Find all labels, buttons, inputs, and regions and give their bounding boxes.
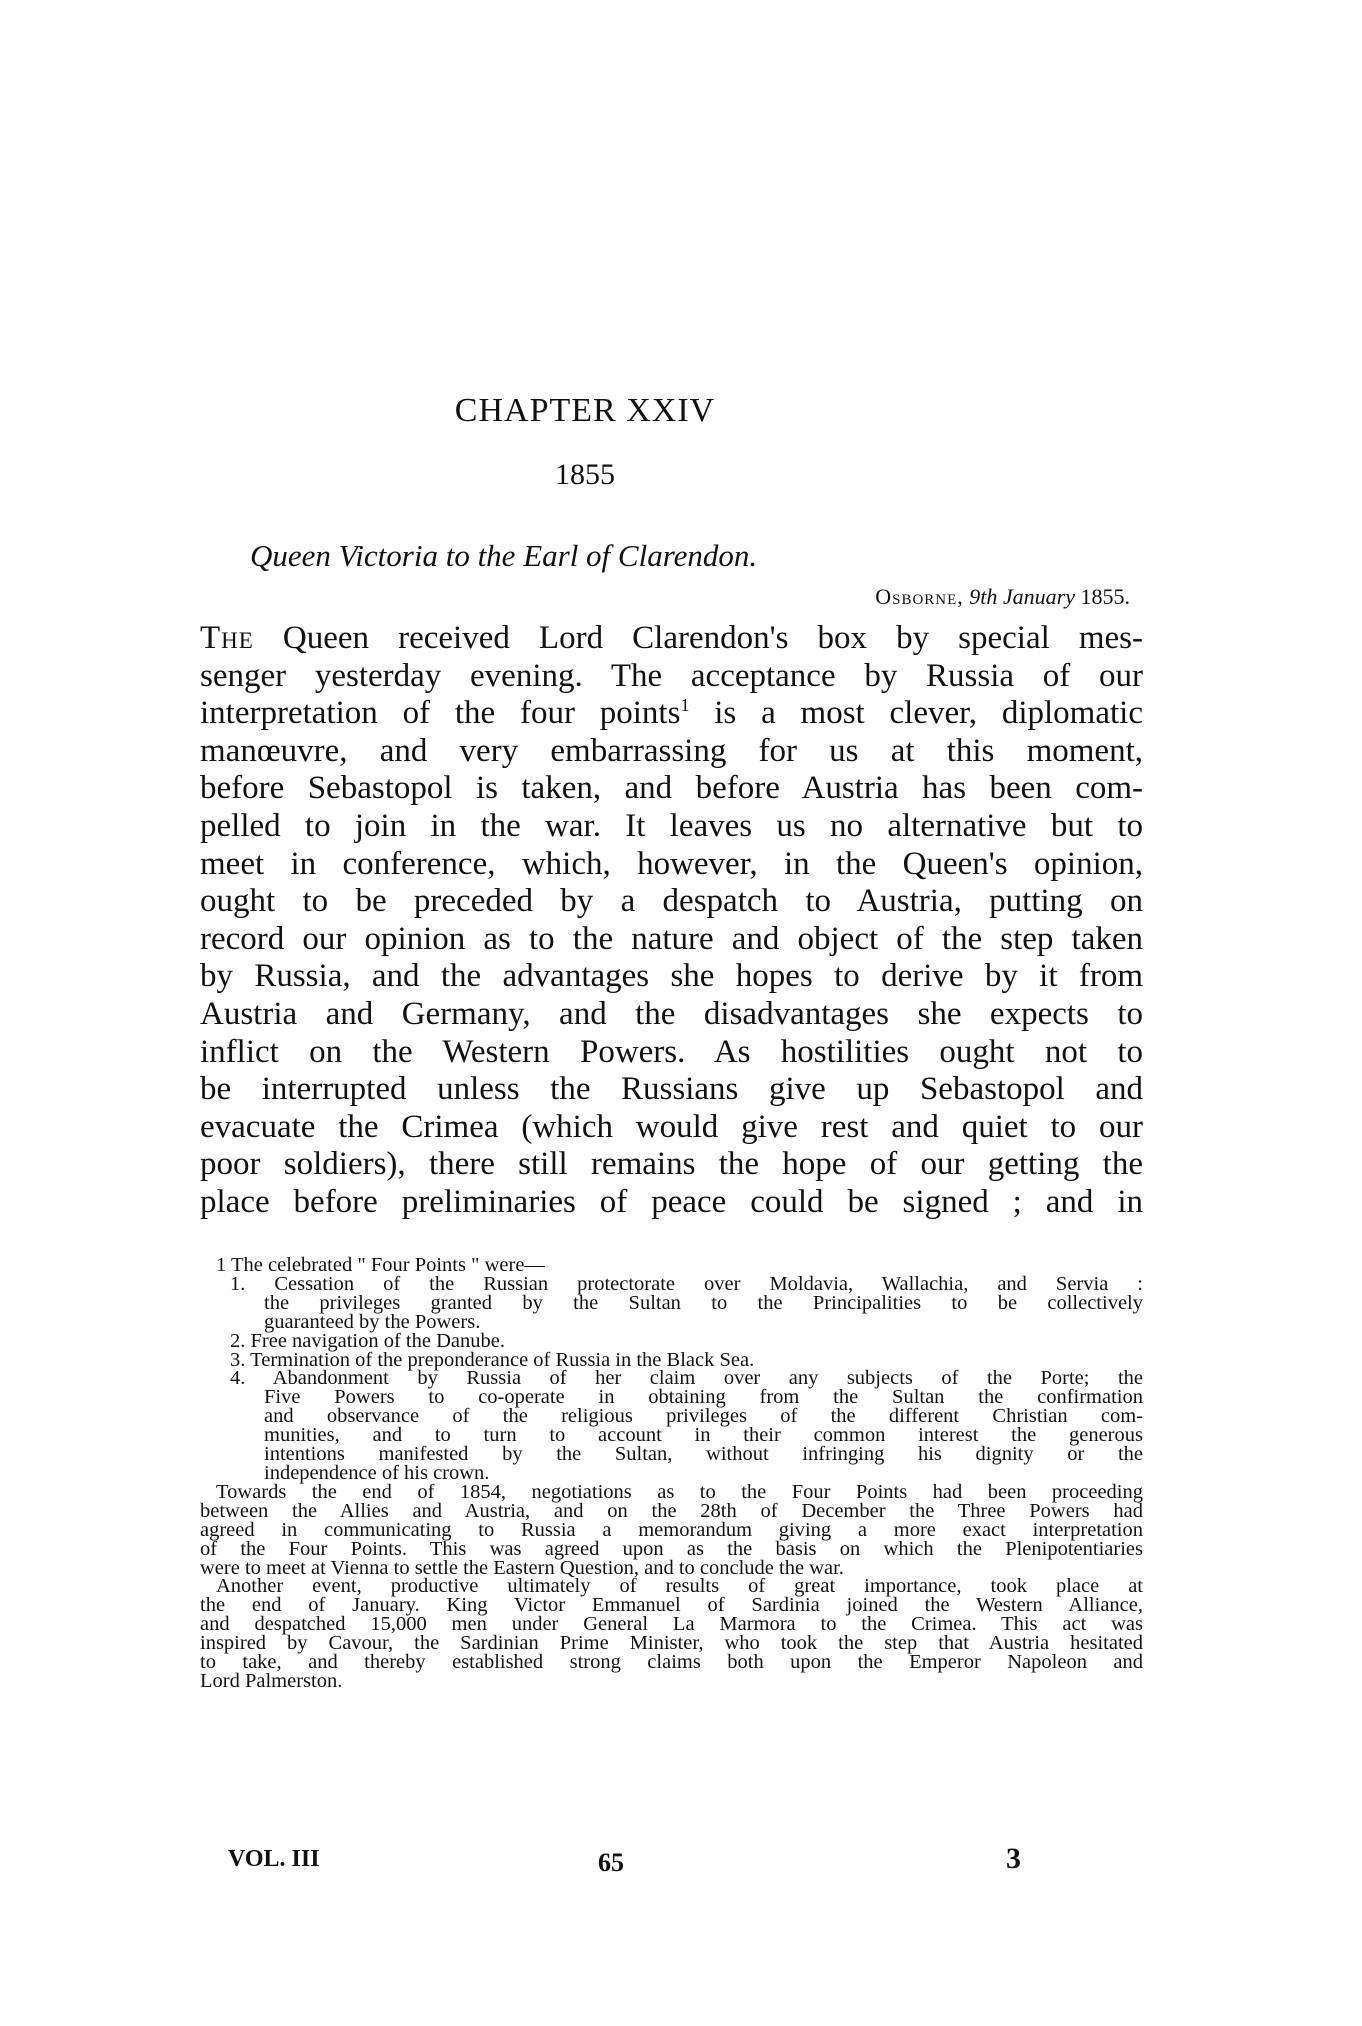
footnote-line: intentions manifested by the Sultan, without infringing his dignity or the — [264, 1443, 1143, 1466]
footnote-line: Lord Palmerston. — [200, 1669, 343, 1692]
footnote-line: independence of his crown. — [264, 1461, 490, 1484]
body-line: evacuate the Crimea (which would give rest and quiet to our — [200, 1108, 1143, 1145]
body-line: The Queen received Lord Clarendon's box by special mes- — [200, 620, 1143, 656]
footnote-line: 1 The celebrated " Four Points " were— — [216, 1254, 545, 1276]
signature-mark: 3 — [1006, 1842, 1021, 1875]
body-line: by Russia, and the advantages she hopes to derive by it from — [200, 958, 1143, 995]
footnote-line: to take, and thereby established strong claims both upon the Emperor Napoleon and — [200, 1651, 1143, 1674]
dateline-date: 9th January — [969, 584, 1075, 609]
chapter-heading: CHAPTER XXIV — [454, 392, 716, 429]
footnote-line: were to meet at Vienna to settle the Eastern Question, and to conclude the war. — [200, 1556, 844, 1579]
body-line: manœuvre, and very embarrassing for us at this moment, — [200, 732, 1143, 769]
footnote-line: inspired by Cavour, the Sardinian Prime Minister, who took the step that Austria hesitated — [200, 1632, 1143, 1655]
body-line: place before preliminaries of peace could be signed ; and in — [200, 1183, 1143, 1220]
footnote-line: and observance of the religious privileges of the different Christian com- — [264, 1405, 1143, 1428]
letter-title: Queen Victoria to the Earl of Clarendon. — [250, 538, 758, 573]
body-line: poor soldiers), there still remains the hope of our getting the — [200, 1146, 1143, 1183]
footnote-line: 3. Termination of the preponderance of Russia in the Black Sea. — [230, 1348, 755, 1371]
volume-label: VOL. III — [228, 1846, 320, 1872]
body-line: inflict on the Western Powers. As hostilities ought not to — [200, 1033, 1143, 1070]
footnote-line: Towards the end of 1854, negotiations as to the Four Points had been proceeding — [216, 1480, 1143, 1503]
body-line: ought to be preceded by a despatch to Austria, putting on — [200, 883, 1143, 920]
body-line: senger yesterday evening. The acceptance by Russia of our — [200, 657, 1143, 694]
footnote-line: Five Powers to co-operate in obtaining from the Sultan the confirmation — [264, 1386, 1143, 1409]
footnote — [200, 1256, 1143, 1691]
footnote-line: the privileges granted by the Sultan to the Principalities to be collectively — [264, 1291, 1143, 1314]
footnote-line: 4. Abandonment by Russia of her claim over any subjects of the Porte; the — [230, 1367, 1143, 1390]
footnote-line: Another event, productive ultimately of results of great importance, took place at — [216, 1575, 1143, 1598]
dateline-year: 1855. — [1080, 584, 1130, 609]
page-number: 65 — [598, 1848, 624, 1877]
body-line: interpretation of the four points$^1$ is a most clever, diplomatic — [200, 695, 1143, 732]
body-line: pelled to join in the war. It leaves us no alternative but to — [200, 807, 1143, 844]
body-line: meet in conference, which, however, in the Queen's opinion, — [200, 845, 1143, 882]
dateline — [875, 584, 1130, 610]
body-line: before Sebastopol is taken, and before Austria has been com- — [200, 770, 1143, 807]
footnote-line: 2. Free navigation of the Danube. — [230, 1329, 505, 1352]
footnote-marker: 1 — [216, 1254, 227, 1276]
footnote-line: between the Allies and Austria, and on the 28th of December the Three Powers had — [200, 1499, 1143, 1522]
chapter-year: 1855 — [555, 458, 615, 491]
footnote-line: 1. Cessation of the Russian protectorate over Moldavia, Wallachia, and Servia : — [230, 1272, 1143, 1295]
body-line: record our opinion as to the nature and object of the step taken — [200, 920, 1143, 957]
footnote-line: agreed in communicating to Russia a memorandum giving a more exact interpretation — [200, 1518, 1143, 1541]
footnote-line: guaranteed by the Powers. — [264, 1310, 481, 1333]
footnote-ref: 1 — [680, 695, 690, 716]
footnote-line: of the Four Points. This was agreed upon as the basis on which the Plenipotentiaries — [200, 1537, 1143, 1560]
dateline-place: Osborne, — [875, 584, 964, 609]
body-line: be interrupted unless the Russians give up Sebastopol and — [200, 1071, 1143, 1108]
footnote-line: munities, and to turn to account in their common interest the generous — [264, 1424, 1143, 1447]
footnote-line: the end of January. King Victor Emmanuel of Sardinia joined the Western Alliance, — [200, 1594, 1143, 1617]
body-first-word: The — [200, 620, 254, 656]
letter-body — [200, 620, 1143, 1222]
footnote-line: and despatched 15,000 men under General La Marmora to the Crimea. This act was — [200, 1613, 1143, 1636]
body-line: Austria and Germany, and the disadvantages she expects to — [200, 995, 1143, 1032]
